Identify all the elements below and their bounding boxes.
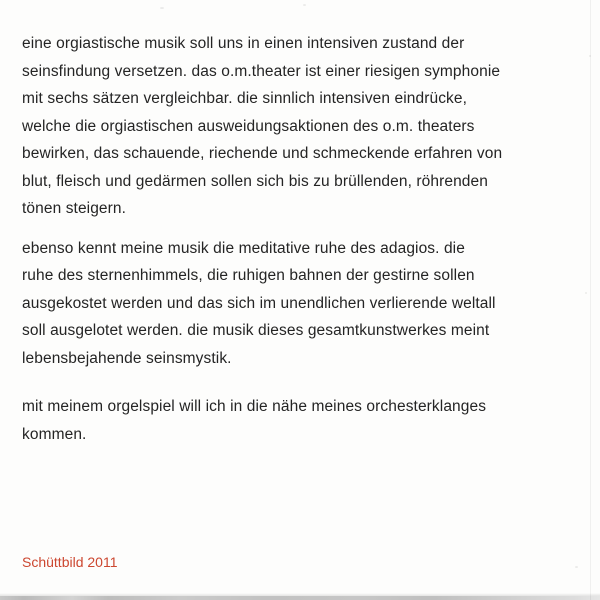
scan-speck — [303, 4, 306, 6]
body-text — [22, 30, 540, 460]
scan-speck — [589, 55, 591, 57]
text-line: eine orgiastische musik soll uns in einen intensiven zustand der — [22, 35, 465, 52]
scan-speck — [585, 292, 587, 294]
paragraph — [22, 393, 540, 448]
text-line: ruhe des sternenhimmels, die ruhigen bahnen der gestirne sollen — [22, 267, 475, 284]
scan-speck — [575, 566, 578, 568]
text-line: lebensbejahende seinsmystik. — [22, 349, 232, 367]
caption: Schüttbild 2011 — [22, 554, 118, 570]
text-line: seinsfindung versetzen. das o.m.theater ist einer riesigen symphonie — [22, 62, 501, 80]
text-line: ebenso kennt meine musik die meditative ruhe des adagios. die — [22, 239, 465, 257]
text-line: mit meinem orgelspiel will ich in die nähe meines orchesterklanges — [22, 398, 487, 415]
paragraph — [22, 235, 540, 373]
text-line: blut, fleisch und gedärmen sollen sich bis zu brüllenden, röhrenden — [22, 172, 488, 190]
text-line: soll ausgelotet werden. die musik dieses gesamtkunstwerkes meint — [22, 322, 490, 339]
scan-edge-right — [590, 0, 591, 600]
text-line: mit sechs sätzen vergleichbar. die sinnlich intensiven eindrücke, — [22, 90, 468, 107]
text-line: tönen steigern. — [22, 200, 127, 217]
scan-edge-bottom — [0, 596, 600, 600]
text-line: ausgekostet werden und das sich im unendlichen verlierende weltall — [22, 294, 496, 312]
text-line: kommen. — [22, 425, 87, 443]
paragraph — [22, 30, 540, 223]
text-line: bewirken, das schauende, riechende und schmeckende erfahren von — [22, 145, 503, 162]
scan-speck — [160, 7, 164, 9]
text-line: welche die orgiastischen ausweidungsaktionen des o.m. theaters — [22, 117, 475, 135]
